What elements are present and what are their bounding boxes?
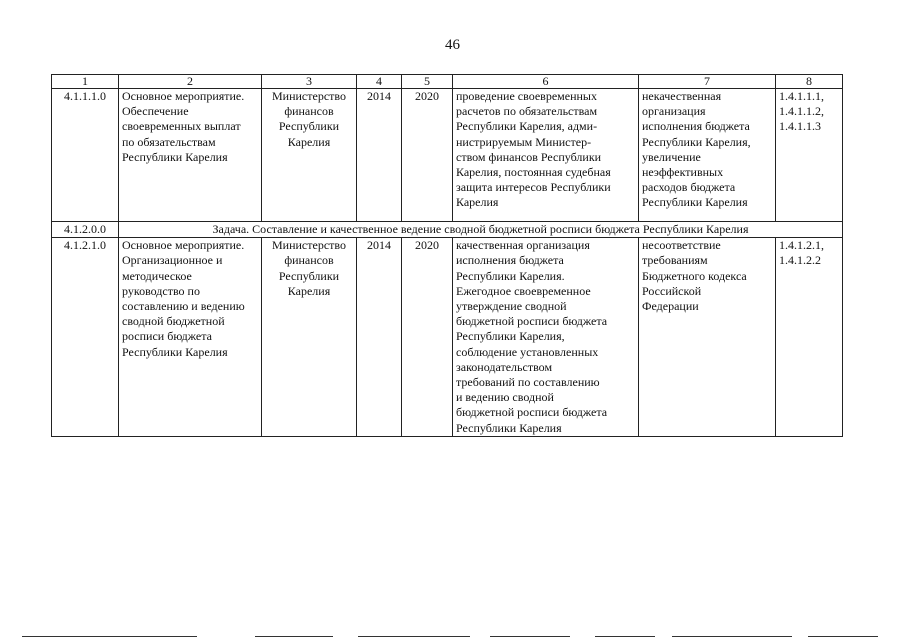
col-header-4: 4	[357, 75, 402, 89]
page-number: 46	[445, 37, 460, 53]
row-result: проведение своевременных расчетов по обязательствам Республики Карелия, адми- нистрируемым Министер- ством финансов Республики Карелия, постоянная судебная защита интересов Республики Карелия	[453, 89, 639, 222]
row-start-year: 2014	[357, 238, 402, 437]
row-result: качественная организация исполнения бюджета Республики Карелия. Ежегодное своевременное утверждение сводной бюджетной росписи бюджета Республики Карелия, соблюдение установленных законодательством требований по составлению и ведению сводной бюджетной росписи бюджета Республики Карелия	[453, 238, 639, 437]
task-text: Задача. Составление и качественное ведение сводной бюджетной росписи бюджета Республики Карелия	[119, 222, 843, 238]
col-header-7: 7	[639, 75, 776, 89]
row-start-year: 2014	[357, 89, 402, 222]
row-code: 4.1.1.1.0	[52, 89, 119, 222]
scan-artifact-line	[595, 636, 655, 637]
scan-artifact-line	[358, 636, 470, 637]
row-event: Основное мероприятие. Организационное и методическое руководство по составлению и ведению сводной бюджетной росписи бюджета Республики Карелия	[119, 238, 262, 437]
header-row	[52, 75, 843, 89]
task-row	[52, 222, 843, 238]
col-header-3: 3	[262, 75, 357, 89]
col-header-8: 8	[776, 75, 843, 89]
row-consequence: несоответствие требованиям Бюджетного кодекса Российской Федерации	[639, 238, 776, 437]
scan-artifact-line	[255, 636, 333, 637]
row-code: 4.1.2.1.0	[52, 238, 119, 437]
row-executor: Министерство финансов Республики Карелия	[262, 238, 357, 437]
table-row	[52, 238, 843, 437]
task-code: 4.1.2.0.0	[52, 222, 119, 238]
row-executor: Министерство финансов Республики Карелия	[262, 89, 357, 222]
col-header-6: 6	[453, 75, 639, 89]
col-header-5: 5	[402, 75, 453, 89]
col-header-1: 1	[52, 75, 119, 89]
row-end-year: 2020	[402, 89, 453, 222]
scan-artifact-line	[672, 636, 792, 637]
row-consequence: некачественная организация исполнения бюджета Республики Карелия, увеличение неэффективных расходов бюджета Республики Карелия	[639, 89, 776, 222]
table-row	[52, 89, 843, 222]
row-indicators: 1.4.1.1.1, 1.4.1.1.2, 1.4.1.1.3	[776, 89, 843, 222]
scan-artifact-line	[22, 636, 197, 637]
col-header-2: 2	[119, 75, 262, 89]
row-indicators: 1.4.1.2.1, 1.4.1.2.2	[776, 238, 843, 437]
program-table	[51, 74, 843, 437]
row-end-year: 2020	[402, 238, 453, 437]
scan-artifact-line	[490, 636, 570, 637]
scan-artifact-line	[808, 636, 878, 637]
row-event: Основное мероприятие. Обеспечение своевременных выплат по обязательствам Республики Карелия	[119, 89, 262, 222]
